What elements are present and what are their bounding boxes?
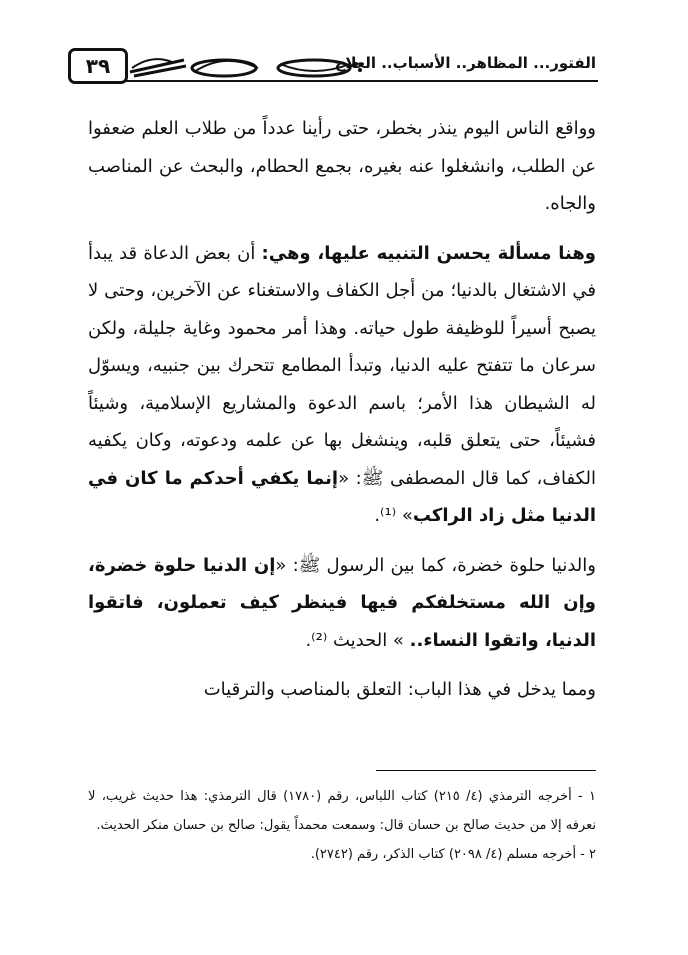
footnote-rule xyxy=(376,770,596,771)
paragraph xyxy=(88,110,596,223)
footnote-2: ٢ - أخرجه مسلم (٤/ ٢٠٩٨) كتاب الذكر، رقم (٢٧٤٢). xyxy=(310,847,596,862)
footnote-1: ١ - أخرجه الترمذي (٤/ ٢١٥) كتاب اللباس، رقم (١٧٨٠) قال الترمذي: هذا حديث غريب، لا نعرفه إلا من حديث صالح بن حسان قال: وسمعت محمداً يقول: صالح بن حسان منكر الحديث. xyxy=(88,789,597,833)
paragraph xyxy=(88,547,596,660)
page-number-box xyxy=(68,48,128,84)
header-ornament xyxy=(124,50,364,82)
text-run: والدنيا حلوة خضرة، كما بين الرسول ﷺ: « xyxy=(275,554,596,576)
bold-run: وهنا مسألة يحسن التنبيه عليها، وهي: xyxy=(261,242,596,264)
header-rule xyxy=(124,80,598,82)
bold-run: إنما يكفي أحدكم ما كان في الدنيا مثل زاد الراكب xyxy=(88,467,596,526)
body-text xyxy=(88,110,596,721)
paragraph xyxy=(88,671,596,709)
bold-run: إن الدنيا حلوة خضرة، وإن الله مستخلفكم فيها فينظر كيف تعملون، فاتقوا الدنيا، واتقوا النساء.. xyxy=(88,554,596,651)
running-title: الفتور... المظاهر.. الأسباب.. العلاج xyxy=(334,54,596,72)
footnotes xyxy=(88,782,596,869)
text-run: » الحديث ⁽²⁾. xyxy=(305,629,410,651)
text-run: ومما يدخل في هذا الباب: التعلق بالمناصب والترقيات xyxy=(203,679,596,700)
text-run: وواقع الناس اليوم ينذر بخطر، حتى رأينا عدداً من طلاب العلم ضعفوا عن الطلب، وانشغلوا عنه بغيره، بجمع الحطام، والبحث عن المناصب والجاه. xyxy=(88,118,596,214)
paragraph xyxy=(88,235,596,535)
page-number: ٣٩ xyxy=(85,54,111,78)
text-run: » ⁽¹⁾. xyxy=(374,505,413,526)
text-run: أن بعض الدعاة قد يبدأ في الاشتغال بالدنيا؛ من أجل الكفاف والاستغناء عن الآخرين، وحتى لا يصبح أسيراً للوظيفة طول حياته. وهذا أمر محمود وغاية جليلة، ولكن سرعان ما تتفتح عليه الدنيا، وتبدأ المطامع تتحرك بين جنبيه، ويسوّل له الشيطان هذا الأمر؛ باسم الدعوة والمشاريع الإسلامية، وشيئاً فشيئاً، حتى يتعلق قلبه، وينشغل بها عن علمه ودعوته، وكان يكفيه الكفاف، كما قال المصطفى ﷺ: « xyxy=(88,242,597,489)
